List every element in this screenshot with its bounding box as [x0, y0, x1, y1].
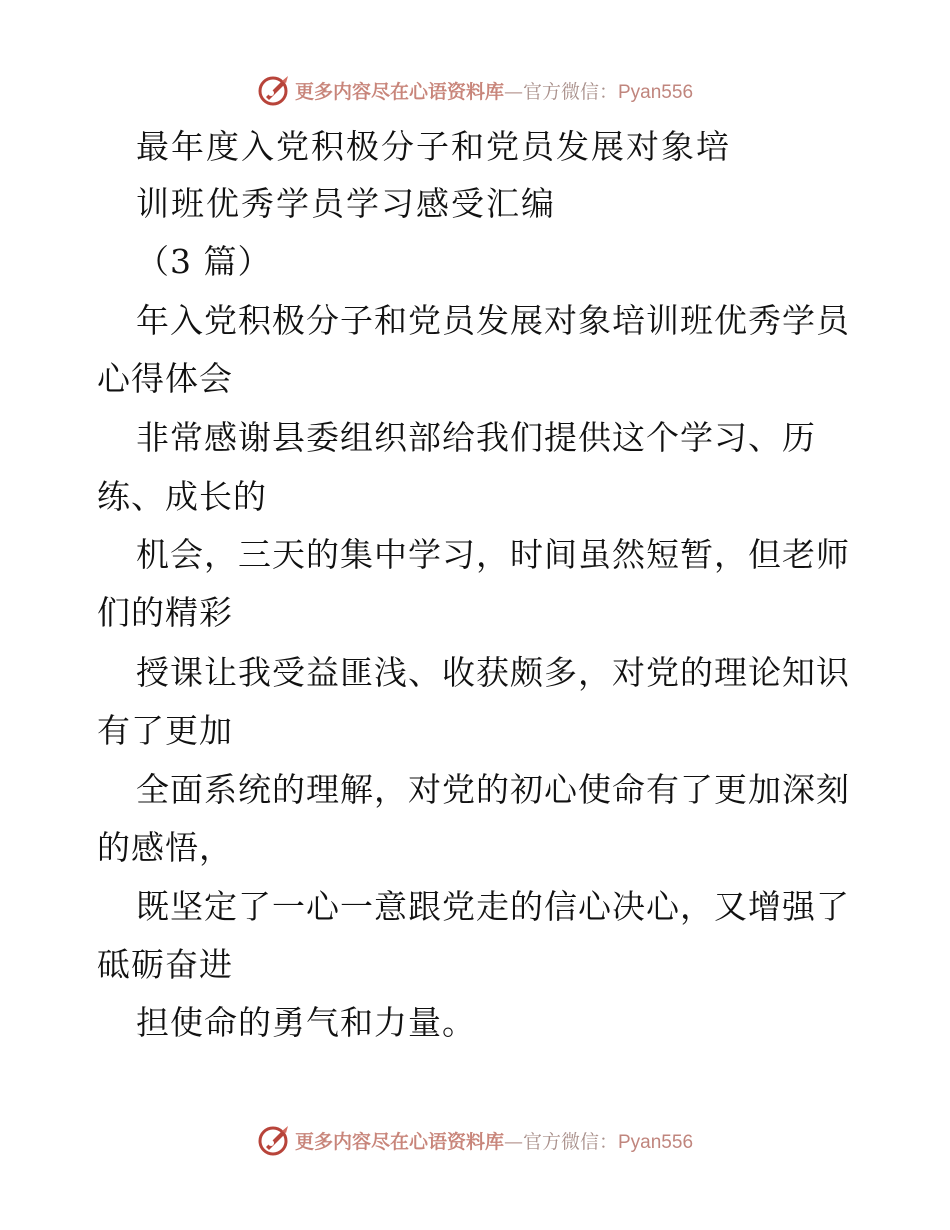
doc-paragraph-line: 有了更加 — [97, 711, 233, 750]
watermark-wechat-id: Pyan556 — [618, 81, 694, 103]
watermark-wechat-label: 官方微信： — [522, 80, 618, 103]
doc-title-line-1: 最年度入党积极分子和党员发展对象培 — [136, 127, 731, 166]
doc-paragraph-line: 担使命的勇气和力量。 — [136, 1003, 476, 1042]
doc-paragraph-line: 非常感谢县委组织部给我们提供这个学习、历 — [136, 418, 816, 457]
doc-paragraph-line: 年入党积极分子和党员发展对象培训班优秀学员 — [136, 301, 850, 340]
doc-paragraph-line: 练、成长的 — [97, 477, 267, 516]
doc-title-line-2: 训班优秀学员学习感受汇编 — [136, 184, 556, 223]
footer-watermark — [0, 1120, 950, 1160]
doc-paragraph-line: 既坚定了一心一意跟党走的信心决心，又增强了 — [136, 887, 850, 926]
watermark-wechat-label: 官方微信： — [522, 1130, 618, 1153]
watermark-dash: — — [503, 80, 523, 103]
doc-paragraph-line: 们的精彩 — [97, 593, 233, 632]
watermark-site: 更多内容尽在心语资料库 — [294, 1130, 504, 1153]
watermark-wechat-id: Pyan556 — [618, 1131, 694, 1153]
doc-article-count: （3 篇） — [136, 242, 272, 281]
doc-paragraph-line: 机会，三天的集中学习，时间虽然短暂，但老师 — [136, 535, 850, 574]
quill-logo-icon — [257, 1123, 291, 1157]
doc-paragraph-line: 心得体会 — [97, 359, 233, 398]
watermark-site: 更多内容尽在心语资料库 — [294, 80, 504, 103]
doc-paragraph-line: 的感悟， — [97, 828, 233, 867]
doc-paragraph-line: 授课让我受益匪浅、收获颇多，对党的理论知识 — [136, 653, 850, 692]
doc-paragraph-line: 砥砺奋进 — [97, 945, 233, 984]
doc-paragraph-line: 全面系统的理解，对党的初心使命有了更加深刻 — [136, 770, 850, 809]
watermark-dash: — — [503, 1130, 523, 1153]
watermark-text — [295, 1127, 693, 1154]
watermark-text — [295, 77, 693, 104]
quill-logo-icon — [257, 73, 291, 107]
header-watermark — [0, 70, 950, 110]
